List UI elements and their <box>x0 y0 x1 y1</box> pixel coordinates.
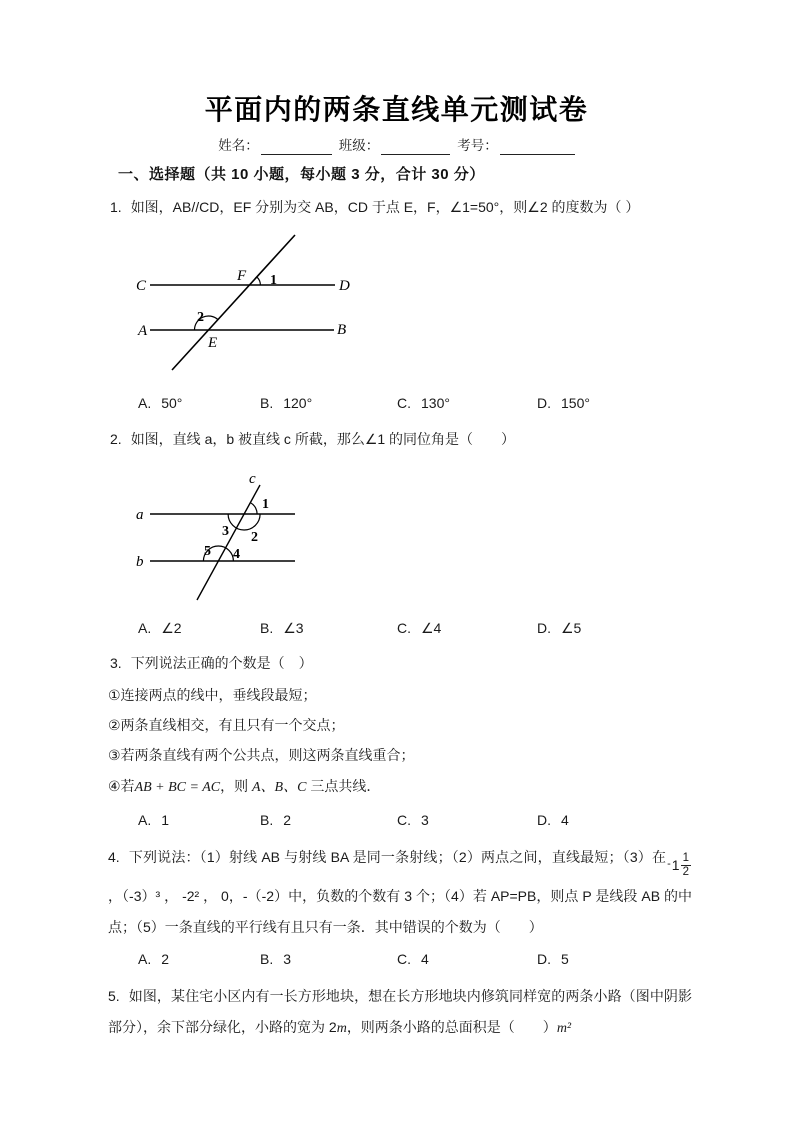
figure-q2-angle1-label: 1 <box>262 497 269 512</box>
option-3B-value: 2 <box>283 812 292 828</box>
figure-q1-label-F: F <box>237 268 247 284</box>
figure-q1-angle2-label: 2 <box>197 310 204 325</box>
option-2C-value: ∠4 <box>421 620 442 636</box>
figure-q2 <box>130 465 320 605</box>
class-blank-line <box>381 139 450 155</box>
option-3C <box>397 812 537 828</box>
q3-statement-2: ②两条直线相交，有且只有一个交点； <box>108 717 345 733</box>
option-3A-letter: A. <box>138 812 152 828</box>
section-heading: 一、选择题（共 10 小题，每小题 3 分，合计 30 分） <box>118 166 485 183</box>
question-4-body-start: 下列说法：（1）射线 AB 与射线 BA 是同一条射线；（2）两点之间，直线最短；（3）在 <box>128 849 667 865</box>
question-1-body: 如图，AB//CD，EF 分别为交 AB，CD 于点 E，F，∠1=50°，则∠2 的度数为（ ） <box>130 199 640 215</box>
option-4D <box>537 951 657 967</box>
option-2C-letter: C. <box>397 620 411 636</box>
option-2B <box>260 620 397 637</box>
option-2A-value: ∠2 <box>161 620 182 636</box>
figure-q2-angles23-arc <box>228 514 260 530</box>
q3-statement-4-equation: AB + BC = AC <box>134 780 221 795</box>
option-4A-letter: A. <box>138 951 152 967</box>
question-4-options <box>138 951 657 967</box>
option-4B <box>260 951 397 967</box>
option-1D-letter: D. <box>537 395 551 411</box>
figure-q1-label-C: C <box>136 278 147 294</box>
option-4B-letter: B. <box>260 951 274 967</box>
figure-q2-angle1-arc <box>250 503 257 514</box>
question-1-options <box>138 395 657 411</box>
q4-fraction-stack <box>681 852 691 878</box>
option-3B-letter: B. <box>260 812 274 828</box>
figure-q1-transversal-EF <box>172 235 295 370</box>
option-2B-letter: B. <box>260 620 274 636</box>
figure-q2-angle4-label: 4 <box>233 547 240 562</box>
option-3C-letter: C. <box>397 812 411 828</box>
option-3D <box>537 812 657 828</box>
student-info-row <box>0 137 793 155</box>
q5-unit-m-squared: m² <box>556 1021 572 1036</box>
question-3-options <box>138 812 657 828</box>
option-4D-letter: D. <box>537 951 551 967</box>
option-4A-value: 2 <box>161 951 170 967</box>
option-4D-value: 5 <box>561 951 569 967</box>
figure-q2-label-a: a <box>136 507 144 523</box>
option-2B-value: ∠3 <box>283 620 304 636</box>
class-label: 班级： <box>338 138 380 153</box>
question-1-number: 1. <box>110 199 122 215</box>
q4-fraction-sign: - <box>667 858 671 870</box>
figure-q2-angle5-label: 5 <box>204 544 211 559</box>
option-3B <box>260 812 397 828</box>
option-3D-value: 4 <box>561 812 569 828</box>
figure-q1-label-A: A <box>138 323 148 339</box>
q4-fraction-numerator: 1 <box>682 852 689 865</box>
option-4C-value: 4 <box>421 951 429 967</box>
q3-statement-4-points: A、B、C <box>251 780 307 795</box>
question-5-text <box>108 981 692 1044</box>
option-1B-letter: B. <box>260 395 274 411</box>
figure-q1-angle1-arc <box>257 277 261 285</box>
q3-statement-4-mid: ，则 <box>220 778 252 794</box>
option-3D-letter: D. <box>537 812 551 828</box>
option-1D-value: 150° <box>561 395 590 411</box>
q3-statement-3: ③若两条直线有两个公共点，则这两条直线重合； <box>108 747 415 763</box>
option-2A <box>138 620 260 637</box>
option-4C <box>397 951 537 967</box>
option-1B-value: 120° <box>283 395 313 411</box>
question-5-body-mid: ，则两条小路的总面积是（ ） <box>346 1019 557 1035</box>
question-2-number: 2. <box>110 431 122 447</box>
option-2D-letter: D. <box>537 620 551 636</box>
option-2D <box>537 620 657 637</box>
exam-no-blank-line <box>500 139 575 155</box>
option-1C-value: 130° <box>421 395 450 411</box>
q3-statement-4-suffix: 三点共线． <box>306 778 381 794</box>
exam-no-label: 考号： <box>457 138 498 153</box>
page-title: 平面内的两条直线单元测试卷 <box>204 95 589 126</box>
q5-unit-m: m <box>336 1021 347 1036</box>
option-4C-letter: C. <box>397 951 411 967</box>
option-1A <box>138 395 260 411</box>
q4-mixed-fraction <box>667 850 691 881</box>
figure-q1-label-B: B <box>337 322 347 338</box>
option-2C <box>397 620 537 637</box>
option-3A-value: 1 <box>161 812 170 828</box>
name-label: 姓名： <box>218 138 259 153</box>
question-2-text <box>110 429 515 449</box>
option-1A-value: 50° <box>161 395 183 411</box>
q4-fraction-denominator: 2 <box>682 866 689 878</box>
option-2D-value: ∠5 <box>561 620 582 636</box>
option-3C-value: 3 <box>421 812 429 828</box>
question-4-text <box>108 842 692 943</box>
option-4B-value: 3 <box>283 951 292 967</box>
option-4A <box>138 951 260 967</box>
figure-q1-angle1-label: 1 <box>270 273 277 288</box>
figure-q2-label-b: b <box>136 554 144 570</box>
q4-fraction-whole: 1 <box>671 857 680 873</box>
option-1D <box>537 395 657 411</box>
option-1B <box>260 395 397 411</box>
figure-q2-angle3-label: 3 <box>222 524 229 539</box>
option-1C-letter: C. <box>397 395 411 411</box>
question-2-body: 如图，直线 a，b 被直线 c 所截，那么∠1 的同位角是（ ） <box>130 431 516 447</box>
q3-statement-4 <box>108 776 380 798</box>
figure-q1-label-E: E <box>208 335 218 351</box>
q3-statement-1: ①连接两点的线中，垂线段最短； <box>108 687 317 703</box>
figure-q2-angle2-label: 2 <box>251 530 258 545</box>
question-3-text <box>110 653 313 673</box>
question-5-number: 5. <box>108 988 120 1004</box>
question-4-body-end: ，（-3）³ ， -2² ， 0，-（-2）中，负数的个数有 3 个；（4）若 AP=PB，则点 P 是线段 AB 的中点；（5）一条直线的平行线有且只有一条．其中错误的个数为（ ） <box>108 888 692 935</box>
figure-q1-label-D: D <box>339 278 350 294</box>
figure-q1 <box>131 227 353 375</box>
option-3A <box>138 812 260 828</box>
question-1-text <box>110 197 639 217</box>
option-1A-letter: A. <box>138 395 152 411</box>
figure-q2-label-c: c <box>249 471 256 487</box>
question-5-body-start: 如图，某住宅小区内有一长方形地块，想在长方形地块内修筑同样宽的两条小路（图中阴影部分），余下部分绿化，小路的宽为 2 <box>108 988 692 1035</box>
question-2-options <box>138 620 657 637</box>
question-3-body: 下列说法正确的个数是（ ） <box>130 655 313 671</box>
option-1C <box>397 395 537 411</box>
question-3-number: 3. <box>110 655 122 671</box>
q3-statement-4-prefix: ④若 <box>108 778 135 794</box>
option-2A-letter: A. <box>138 620 152 636</box>
question-4-number: 4. <box>108 849 120 865</box>
name-blank-line <box>261 139 332 155</box>
